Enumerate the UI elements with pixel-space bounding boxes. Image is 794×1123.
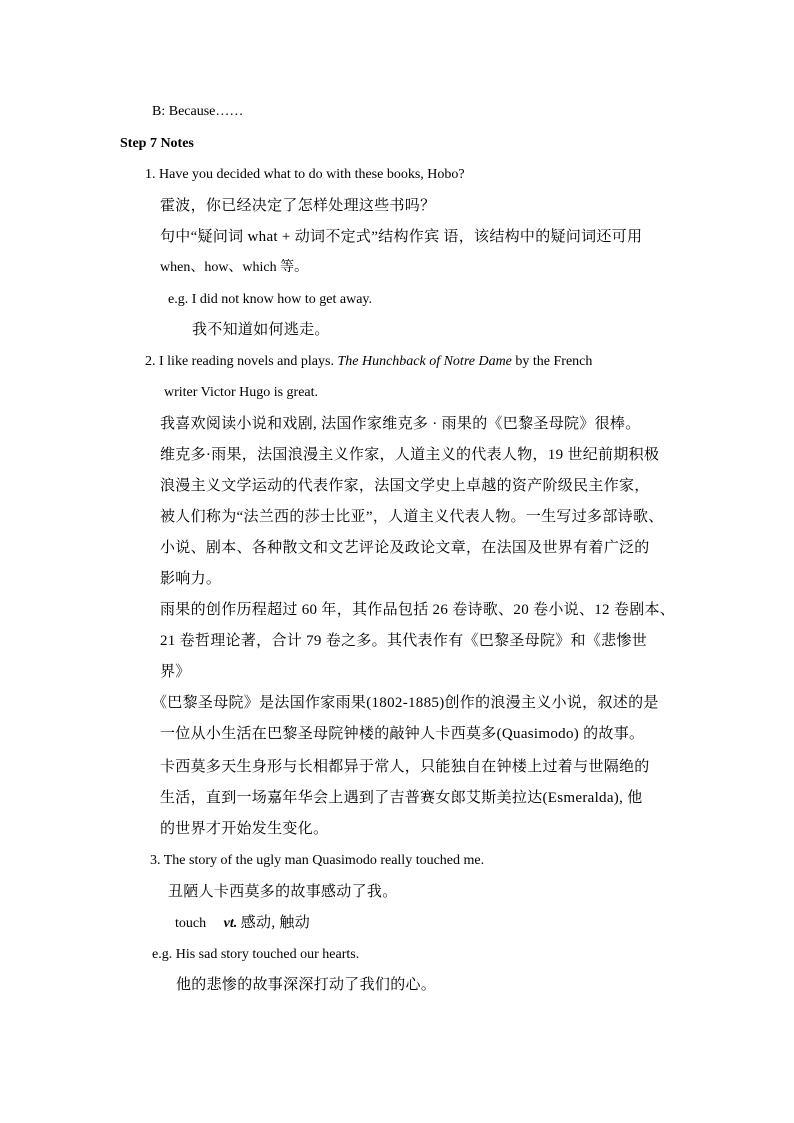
note1-explanation-line1: 句中“疑问词 what + 动词不定式”结构作宾 语，该结构中的疑问词还可用 [160,229,643,245]
b-because-line: B: Because…… [152,104,244,119]
note2-english-post: by the French [511,354,593,369]
note3-example-chinese: 他的悲惨的故事深深打动了我们的心。 [176,977,437,993]
note2-p1-line1: 维克多·雨果，法国浪漫主义作家，人道主义的代表人物，19 世纪前期积极 [160,447,660,463]
note2-p3-line1: 《巴黎圣母院》是法国作家雨果(1802-1885)创作的浪漫主义小说，叙述的是 [152,695,659,711]
note1-example: e.g. I did not know how to get away. [168,292,372,307]
note2-p2-line2: 21 卷哲理论著，合计 79 卷之多。其代表作有《巴黎圣母院》和《悲惨世 [160,633,648,649]
step-heading: Step 7 Notes [120,136,194,151]
note2-chinese: 我喜欢阅读小说和戏剧, 法国作家维克多 · 雨果的《巴黎圣母院》很棒。 [160,416,641,432]
note2-book-title: The Hunchback of Notre Dame [337,354,512,369]
note1-explanation-line2: when、how、which 等。 [160,260,309,275]
note3-vocab [175,913,310,934]
note3-vocab-meaning: 感动, 触动 [240,915,311,931]
note3-vocab-pos: vt. [223,916,238,931]
note2-p2-line1: 雨果的创作历程超过 60 年，其作品包括 26 卷诗歌、20 卷小说、12 卷剧本、 [160,602,676,618]
note2-p4-line1: 卡西莫多天生身形与长相都异于常人，只能独自在钟楼上过着与世隔绝的 [160,759,650,775]
note3-vocab-word: touch [175,916,207,931]
note2-english-line1 [145,352,592,372]
note2-p3-line2: 一位从小生活在巴黎圣母院钟楼的敲钟人卡西莫多(Quasimodo) 的故事。 [160,726,645,742]
note2-english-pre: 2. I like reading novels and plays. [145,354,338,369]
note3-example: e.g. His sad story touched our hearts. [152,947,360,962]
note2-p1-line5: 影响力。 [160,571,222,587]
note2-p2-line3: 界》 [160,664,191,680]
note2-english-line2: writer Victor Hugo is great. [164,385,319,400]
note1-chinese: 霍波，你已经决定了怎样处理这些书吗？ [160,198,436,214]
note2-p1-line2: 浪漫主义文学运动的代表作家，法国文学史上卓越的资产阶级民主作家， [160,478,650,494]
note2-p4-line2: 生活，直到一场嘉年华会上遇到了吉普赛女郎艾斯美拉达(Esmeralda), 他 [160,790,643,806]
note2-p4-line3: 的世界才开始发生变化。 [160,821,329,837]
note1-english: 1. Have you decided what to do with these books, Hobo? [145,167,465,182]
note3-chinese: 丑陋人卡西莫多的故事感动了我。 [168,884,398,900]
note1-example-chinese: 我不知道如何逃走。 [192,322,330,338]
note2-p1-line4: 小说、剧本、各种散文和文艺评论及政论文章，在法国及世界有着广泛的 [160,540,650,556]
note3-english: 3. The story of the ugly man Quasimodo really touched me. [150,853,485,868]
note2-p1-line3: 被人们称为“法兰西的莎士比亚”，人道主义代表人物。一生写过多部诗歌、 [160,509,664,525]
